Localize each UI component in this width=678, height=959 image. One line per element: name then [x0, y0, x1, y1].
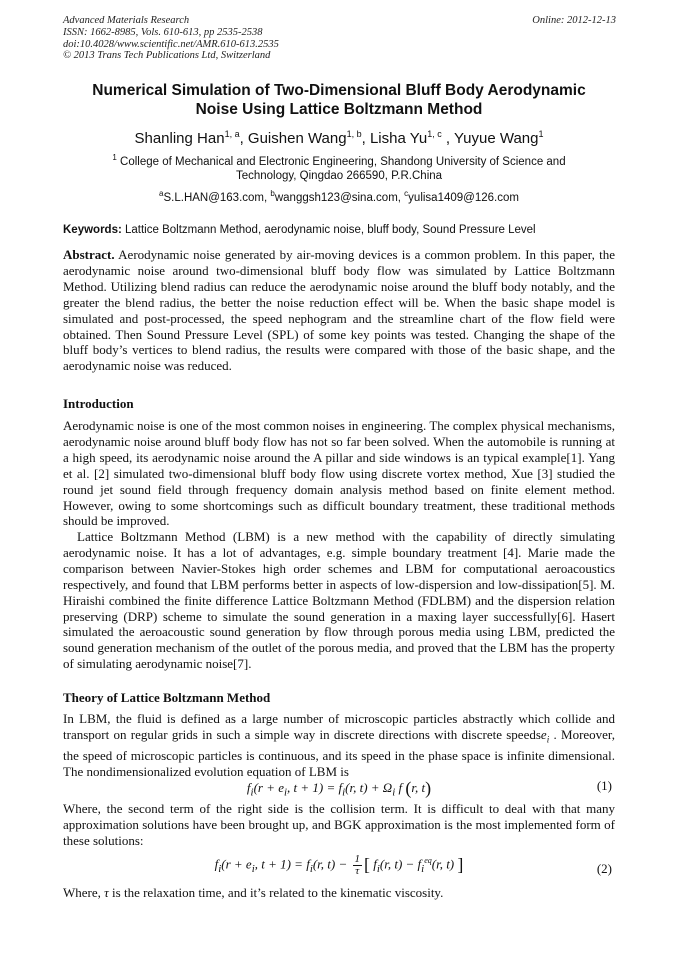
- introduction-paragraph-2: Lattice Boltzmann Method (LBM) is a new method with the capability of directly simulating aerodynamic noise. It has a lot of advantages, e.g. simple boundary treatment [4]. Marie made the comparison between Navier-Stokes high order schemes and LBM for computational aeroacoustics respectively, and found that LBM performs better in aspects of low-dispersion and low-dissipation[5]. M. Hiraishi combined the finite difference Lattice Boltzmann Method (FDLBM) and the dispersion relation preserving (DRP) scheme to simulate the sound generation in a maxing layer successfully[6]. Hasert simulated the aeroacoustic sound generation by flow through porous media using LBM, predicted the sound generation mechanism of the outlet of the porous media, and proved that the LBM has the property of simulating aerodynamic noise[7].: [63, 529, 615, 672]
- equation-2: [63, 852, 615, 882]
- keywords: [63, 223, 618, 237]
- theory-p1-text-a: In LBM, the fluid is defined as a large number of microscopic particles abstractly which collide and transport on regular grids in such a simple way in discrete directions with discrete speeds: [63, 711, 615, 742]
- journal-name: Advanced Materials Research: [63, 15, 190, 26]
- abstract-label: Abstract.: [63, 247, 115, 262]
- email-sup: c: [404, 189, 409, 198]
- keywords-text: Lattice Boltzmann Method, aerodynamic noise, bluff body, Sound Pressure Level: [121, 224, 536, 236]
- title-line-2: Noise Using Lattice Boltzmann Method: [195, 100, 483, 118]
- affiliation-line-2: Technology, Qingdao 266590, P.R.China: [235, 170, 443, 183]
- author-name: Lisha Yu: [369, 130, 428, 147]
- introduction-heading: Introduction: [63, 396, 134, 411]
- affiliation: [60, 151, 618, 184]
- affiliation-line-1: College of Mechanical and Electronic Engineering, Shandong University of Science and: [116, 155, 566, 168]
- author-name: Guishen Wang: [247, 130, 347, 147]
- email-sep: ,: [264, 191, 271, 204]
- speed-sub: i: [546, 734, 550, 745]
- issn-line: ISSN: 1662-8985, Vols. 610-613, pp 2535-2538: [63, 26, 263, 38]
- theory-paragraph-2: Where, the second term of the right side is the collision term. It is difficult to deal with that many approximation solutions have been brought up, and BGK approximation is the most implemented form of these solutions:: [63, 801, 615, 848]
- theory-p1-text-b: . Moreover, the speed of microscopic particles is continuous, and its speed in the phase space is infinite dimensional. The nondimensionalized evolution equation of LBM is: [63, 726, 615, 780]
- author-name: Yuyue Wang: [453, 130, 539, 147]
- author-sup: 1, b: [346, 129, 362, 139]
- author-sup: 1, c: [427, 129, 442, 139]
- equation-1-number: (1): [596, 778, 612, 793]
- abstract: [63, 247, 615, 374]
- author-sep: ,: [441, 130, 454, 147]
- equation-2-number: (2): [596, 861, 612, 876]
- theory-paragraph-1: [63, 711, 615, 780]
- email-sep: ,: [397, 191, 405, 204]
- copyright-line: © 2013 Trans Tech Publications Ltd, Switzerland: [63, 50, 271, 62]
- tau-var: τ: [104, 885, 109, 900]
- email-address: yulisa1409@126.com: [408, 191, 519, 204]
- one-over-tau: $\frac{1}{\tau}$: [354, 853, 360, 877]
- theory-heading: Theory of Lattice Boltzmann Method: [63, 690, 271, 705]
- title-line-1: Numerical Simulation of Two-Dimensional Bluff Body Aerodynamic: [92, 82, 586, 99]
- abstract-text: Aerodynamic noise generated by air-moving devices is a common problem. In this paper, the aerodynamic noise around two-dimensional bluff body flow was simulated by Lattice Boltzmann Method. Utilizing blend radius can reduce the aerodynamic noise around the bluff body notably, and the greater the blend radius, the better the noise reduction effect will be. When the basic shape model is simulated and post-processed, the speed nephogram and the streamline chart of the flow field were obtained. Then Sound Pressure Level (SPL) of some key points was tested. Changing the shape of the bluff body’s vertices to blend radius, the results were compared with those of the basic shape, and the aerodynamic noise was reduced.: [63, 247, 615, 374]
- author-sep: ,: [239, 130, 248, 147]
- paper-title: [40, 82, 638, 119]
- keywords-label: Keywords:: [63, 224, 122, 236]
- author-sep: ,: [361, 130, 370, 147]
- equation-2-body: $f_i(r + e_i$, $t + 1) = f_i(r$, t) − $\frac{1}{\tau}$ [ $f_i(r$, $t) - f_i^{eq}(r$, t) ]: [214, 853, 464, 877]
- affiliation-sup: 1: [112, 153, 117, 162]
- introduction-paragraph-1: Aerodynamic noise is one of the most common noises in engineering. The complex physical mechanisms, aerodynamic noise around bluff body flow has not so far been solved. When the automobile is running at a high speed, its aerodynamic noise around the A pillar and side windows is an typical example[1]. Yang et al. [2] simulated two-dimensional bluff body flow using discrete vortex method, Xue [3] studied the round jet sound field through frequency domain analysis method based on finite element method. However, owing to some shortcomings such as difficult boundary treatment, these traditional methods should be improved.: [63, 418, 615, 529]
- online-date: Online: 2012-12-13: [532, 15, 616, 26]
- doi-line: doi:10.4028/www.scientific.net/AMR.610-613.2535: [63, 38, 279, 50]
- email-sup: b: [270, 189, 275, 198]
- author-name: Shanling Han: [134, 130, 225, 147]
- author-sup: 1: [538, 129, 544, 139]
- email-list: [40, 187, 638, 205]
- author-list: [40, 125, 638, 148]
- speed-var: e: [540, 726, 547, 742]
- equation-1: [63, 778, 615, 800]
- theory-p3-text-a: Where,: [63, 885, 105, 900]
- email-sup: a: [159, 189, 164, 198]
- email-address: S.L.HAN@163.com: [163, 191, 265, 204]
- theory-p3-text-b: is the relaxation time, and it’s related to the kinematic viscosity.: [108, 885, 444, 900]
- journal-header: [63, 15, 279, 62]
- theory-paragraph-3: [63, 885, 615, 901]
- author-sup: 1, a: [224, 129, 240, 139]
- equation-1-body: $f_i(r + e_i$, $t + 1) = f_i(r$, $t) + \Omega_i$ f (r, t): [246, 778, 432, 799]
- email-address: wanggsh123@sina.com: [274, 191, 398, 204]
